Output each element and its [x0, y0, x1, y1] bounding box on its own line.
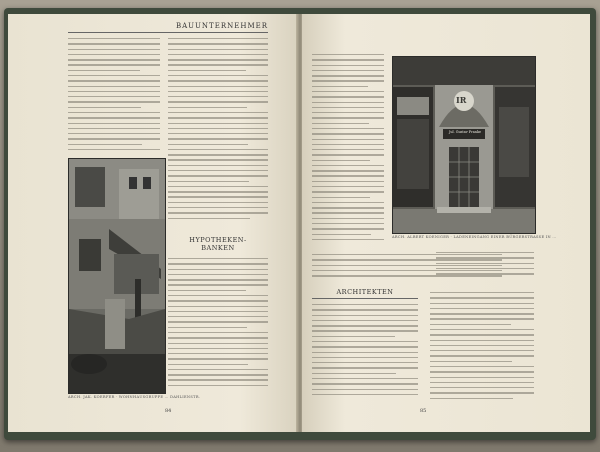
text-line — [312, 75, 384, 76]
text-line — [312, 394, 418, 395]
text-line — [68, 133, 160, 134]
text-line — [430, 355, 534, 356]
right-page-right-column-lower — [430, 292, 534, 404]
text-line — [312, 367, 418, 368]
text-line — [168, 64, 268, 65]
text-line — [430, 345, 534, 346]
text-line — [312, 96, 384, 97]
text-line — [312, 383, 418, 384]
text-line — [168, 70, 246, 71]
text-line — [68, 112, 160, 113]
text-line — [312, 197, 370, 198]
text-line — [168, 191, 268, 192]
text-line — [168, 112, 268, 113]
text-line — [68, 59, 160, 60]
text-line — [168, 80, 268, 81]
text-line — [430, 387, 534, 388]
text-line — [168, 311, 268, 312]
text-line — [168, 332, 268, 333]
right-page — [302, 14, 590, 432]
text-line — [312, 223, 384, 224]
text-line — [312, 117, 384, 118]
text-line — [312, 181, 384, 182]
text-line — [68, 54, 160, 55]
left-photo-caption: ARCH. JAK. KOERFER · WOHNHAUSGRUPPE … DAHLIENSTR. — [68, 395, 201, 399]
text-line — [312, 160, 370, 161]
text-line — [312, 80, 384, 81]
text-line — [312, 86, 368, 87]
text-line — [168, 43, 268, 44]
text-line — [312, 357, 418, 358]
text-line — [168, 316, 268, 317]
text-line — [312, 102, 384, 103]
header-rule — [68, 32, 268, 33]
text-line — [312, 123, 369, 124]
text-line — [168, 107, 247, 108]
text-line — [168, 202, 268, 203]
text-line — [168, 369, 268, 370]
text-line — [68, 101, 160, 102]
text-line — [430, 308, 534, 309]
text-line — [312, 362, 418, 363]
text-line — [168, 379, 268, 380]
text-line — [168, 306, 268, 307]
text-line — [168, 186, 268, 187]
text-line — [312, 133, 384, 134]
text-line — [168, 218, 250, 219]
text-line — [68, 138, 160, 139]
text-line — [168, 128, 268, 129]
text-line — [168, 263, 268, 264]
text-line — [68, 80, 160, 81]
text-line — [430, 318, 534, 319]
text-line — [312, 320, 418, 321]
text-line — [312, 107, 384, 108]
text-line — [168, 123, 268, 124]
running-header: BAUUNTERNEHMER — [175, 22, 268, 30]
text-line — [168, 279, 268, 280]
text-line — [430, 303, 534, 304]
text-line — [430, 297, 534, 298]
text-line — [168, 49, 268, 50]
text-line — [68, 38, 160, 39]
text-line — [168, 165, 268, 166]
text-line — [430, 292, 534, 293]
text-line — [168, 385, 268, 386]
text-line — [68, 91, 160, 92]
text-line — [168, 284, 268, 285]
text-line — [312, 65, 384, 66]
heading-rule — [312, 298, 418, 299]
text-line — [312, 70, 384, 71]
text-line — [312, 309, 418, 310]
text-line — [68, 123, 160, 124]
left-column-text — [68, 38, 160, 156]
text-line — [312, 165, 384, 166]
text-line — [312, 315, 418, 316]
text-line — [168, 91, 268, 92]
text-line — [168, 364, 248, 365]
text-line — [312, 239, 384, 240]
text-line — [430, 324, 511, 325]
text-line — [436, 263, 534, 264]
right-page-text-block — [436, 252, 534, 282]
text-line — [312, 228, 384, 229]
text-line — [168, 374, 268, 375]
text-line — [68, 43, 160, 44]
text-line — [312, 59, 384, 60]
right-column-text — [168, 38, 268, 228]
text-line — [168, 321, 268, 322]
text-line — [312, 212, 384, 213]
section-heading-architekten: ARCHITEKTEN — [336, 288, 394, 296]
text-line — [168, 196, 268, 197]
text-line — [430, 366, 534, 367]
text-line — [430, 392, 534, 393]
text-line — [68, 75, 160, 76]
text-line — [168, 75, 268, 76]
text-line — [168, 274, 268, 275]
text-line — [436, 273, 534, 274]
text-line — [430, 398, 513, 399]
text-line — [312, 149, 384, 150]
text-line — [312, 202, 384, 203]
text-line — [68, 149, 160, 150]
text-line — [168, 154, 268, 155]
text-line — [168, 149, 268, 150]
text-line — [312, 304, 418, 305]
text-line — [430, 371, 534, 372]
text-line — [312, 128, 384, 129]
text-line — [312, 207, 384, 208]
text-line — [168, 337, 268, 338]
text-line — [168, 101, 268, 102]
left-page — [8, 14, 298, 432]
text-line — [168, 327, 247, 328]
text-line — [168, 117, 268, 118]
text-line — [430, 361, 512, 362]
text-line — [430, 350, 534, 351]
text-line — [68, 144, 142, 145]
text-line — [68, 128, 160, 129]
text-line — [312, 218, 384, 219]
text-line — [436, 257, 534, 258]
text-line — [312, 341, 418, 342]
text-line — [168, 258, 268, 259]
text-line — [168, 133, 268, 134]
text-line — [168, 212, 268, 213]
text-line — [312, 170, 384, 171]
section-heading-hypothekenbanken: HYPOTHEKEN- BANKEN — [189, 236, 247, 252]
text-line — [312, 154, 384, 155]
text-line — [168, 59, 268, 60]
text-line — [430, 313, 534, 314]
text-line — [312, 54, 384, 55]
text-line — [168, 269, 268, 270]
text-line — [312, 325, 418, 326]
text-line — [436, 252, 534, 253]
text-line — [168, 38, 268, 39]
text-line — [168, 348, 268, 349]
text-line — [168, 300, 268, 301]
building-photo — [68, 158, 166, 394]
text-line — [168, 295, 268, 296]
text-line — [312, 144, 384, 145]
text-line — [168, 144, 248, 145]
text-line — [312, 139, 384, 140]
text-line — [168, 170, 268, 171]
text-line — [436, 268, 534, 269]
text-line — [312, 191, 384, 192]
text-line — [168, 207, 268, 208]
text-line — [312, 175, 384, 176]
text-line — [168, 86, 268, 87]
text-line — [168, 159, 268, 160]
right-page-column-text — [312, 54, 384, 250]
text-line — [168, 175, 268, 176]
text-line — [168, 181, 249, 182]
shop-sign: Jul. Gustav Franke — [448, 130, 482, 134]
text-line — [430, 377, 534, 378]
text-line — [68, 107, 141, 108]
text-line — [168, 54, 268, 55]
text-line — [312, 91, 384, 92]
text-line — [68, 70, 140, 71]
text-line — [312, 336, 395, 337]
text-line — [168, 138, 268, 139]
text-line — [312, 330, 418, 331]
text-line — [312, 346, 418, 347]
text-line — [430, 334, 534, 335]
text-line — [312, 378, 418, 379]
text-line — [168, 353, 268, 354]
text-line — [312, 373, 396, 374]
text-line — [168, 343, 268, 344]
text-line — [430, 329, 534, 330]
text-line — [68, 117, 160, 118]
text-line — [312, 389, 418, 390]
text-line — [168, 358, 268, 359]
text-line — [68, 64, 160, 65]
left-page-number: 84 — [165, 408, 172, 414]
text-line — [68, 96, 160, 97]
text-line — [168, 96, 268, 97]
shopfront-photo — [392, 56, 536, 234]
shop-monogram: IR — [456, 95, 467, 105]
text-line — [312, 186, 384, 187]
text-line — [68, 86, 160, 87]
text-line — [430, 340, 534, 341]
text-line — [430, 382, 534, 383]
text-line — [312, 352, 418, 353]
right-column-text-lower — [168, 258, 268, 392]
text-line — [312, 234, 371, 235]
right-photo-caption: ARCH. ALBERT KOENIGER · LADENEINGANG EINER BÜRGERSTRASSE IN … — [392, 235, 557, 239]
right-page-left-column-lower — [312, 304, 418, 404]
text-line — [168, 290, 246, 291]
text-line — [312, 112, 384, 113]
right-page-number: 85 — [420, 408, 427, 414]
text-line — [68, 49, 160, 50]
